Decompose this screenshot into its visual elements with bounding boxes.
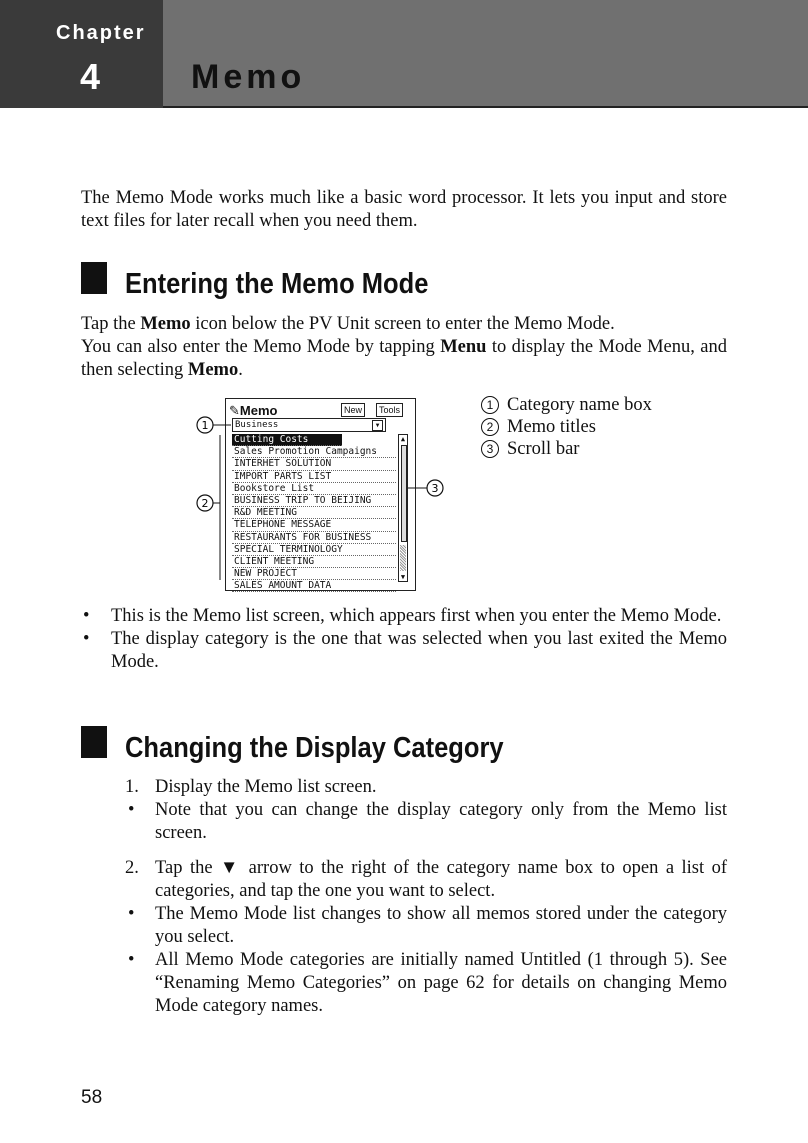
callout-2-number: 2	[201, 497, 209, 510]
section-title: Entering the Memo Mode	[125, 268, 429, 300]
scroll-down-icon[interactable]: ▼	[400, 573, 406, 581]
list-item[interactable]: TELEPHONE MESSAGE	[232, 519, 396, 531]
legend-item: 1 Category name box	[481, 394, 652, 416]
memo-list-notes	[81, 605, 727, 674]
list-item[interactable]: Bookstore List	[232, 483, 396, 495]
category-dropdown-icon[interactable]: ▼	[372, 420, 383, 431]
entering-line-1: Tap the Memo icon below the PV Unit screen to enter the Memo Mode.	[81, 314, 615, 334]
list-item[interactable]: Sales Promotion Campaigns	[232, 446, 396, 458]
section-title: Changing the Display Category	[125, 732, 504, 764]
list-item[interactable]: SPECIAL TERMINOLOGY	[232, 544, 396, 556]
entering-line-2: You can also enter the Memo Mode by tapping Menu to display the Mode Menu, and then selecting Memo.	[81, 337, 727, 380]
list-item[interactable]: IMPORT PARTS LIST	[232, 471, 396, 483]
list-item[interactable]: NEW PROJECT	[232, 568, 396, 580]
legend-item: 3 Scroll bar	[481, 438, 652, 460]
callout-3-number: 3	[431, 482, 439, 495]
step-2-note: • The Memo Mode list changes to show all memos stored under the category you select.	[128, 904, 727, 947]
chapter-label: Chapter	[56, 22, 146, 44]
tools-button[interactable]: Tools	[376, 403, 403, 417]
step-1: 1. Display the Memo list screen.	[125, 777, 377, 797]
chapter-number: 4	[80, 56, 101, 97]
list-item[interactable]: SALES AMOUNT DATA	[232, 580, 396, 592]
step-1-note: • Note that you can change the display category only from the Memo list screen.	[128, 800, 727, 843]
down-arrow-icon: ▼	[220, 858, 242, 878]
list-item[interactable]: INTERHET SOLUTION	[232, 458, 396, 470]
list-item[interactable]: R&D MEETING	[232, 507, 396, 519]
list-item[interactable]: BUSINESS TRIP TO BEIJING	[232, 495, 396, 507]
step-2-note: • All Memo Mode categories are initially named Untitled (1 through 5). See “Renaming Memo Categories” on page 62 for details on changing Memo Mode category names.	[128, 950, 727, 1016]
memo-pencil-icon: ✎	[229, 403, 240, 418]
chapter-title: Memo	[191, 58, 306, 96]
step-2: 2. Tap the ▼ arrow to the right of the category name box to open a list of categories, and tap the one you want to select.	[125, 858, 728, 901]
list-item[interactable]: CLIENT MEETING	[232, 556, 396, 568]
memo-app-title: ✎Memo	[229, 403, 278, 418]
list-item[interactable]: RESTAURANTS FOR BUSINESS	[232, 532, 396, 544]
intro-paragraph: The Memo Mode works much like a basic word processor. It lets you input and store text files for later recall when you need them.	[81, 188, 727, 231]
list-item: • The display category is the one that was selected when you last exited the Memo Mode.	[83, 629, 727, 672]
heading-square-icon	[81, 726, 107, 758]
steps-list	[125, 776, 727, 1018]
scroll-up-icon[interactable]: ▲	[400, 435, 406, 443]
callout-legend	[481, 394, 652, 460]
legend-item: 2 Memo titles	[481, 416, 652, 438]
category-name-box[interactable]: Business	[232, 418, 386, 432]
page-number: 58	[81, 1087, 103, 1108]
list-item: • This is the Memo list screen, which appears first when you enter the Memo Mode.	[83, 606, 722, 626]
callout-1-number: 1	[201, 419, 209, 432]
list-item[interactable]: Cutting Costs	[232, 434, 342, 446]
new-button[interactable]: New	[341, 403, 365, 417]
